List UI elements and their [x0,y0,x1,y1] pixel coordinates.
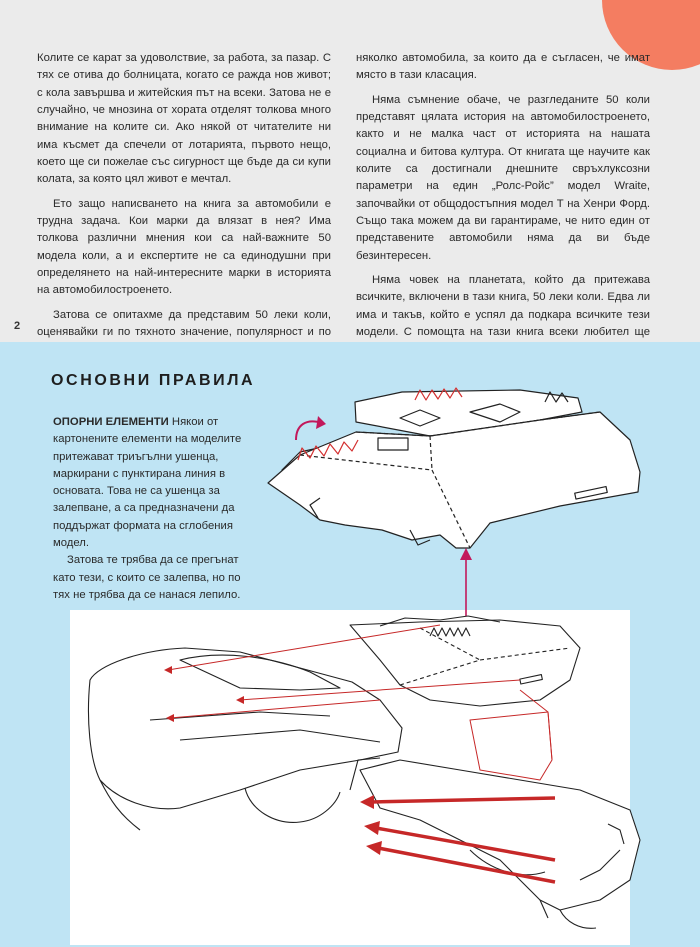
rule-paragraph: Някои от картонените елементи на моделите притежават триъгълни ушенца, маркирани с пунктирана линия в основата. Това не са ушенца за залепване, а са предназначени да поддържат формата на сглобения модел. [53,416,242,550]
intro-paragraph: няколко автомобила, за които да е съгласен, че имат място в тази класация. [356,52,650,82]
intro-paragraph: Колите се карат за удоволствие, за работа, за пазар. С тях се отива до болницата, когато се ражда нов живот; с кола завършва и житейския път на всеки. Затова не е случайно, че мнозина от хората отделят толкова много внимание на колите си. Ако някой от читателите ни има късмет да спечели от лотарията, първото нещо, което ще си пожелае със сигурност ще бъде да си купи колата, за която цял живот е мечтал. [37,52,331,186]
paper-roof-part [268,388,640,548]
intro-paragraph: Затова се опитахме да представим 50 леки коли, оценявайки ги по тяхното значение, популярност и по [37,308,331,339]
section-title: ОСНОВНИ ПРАВИЛА [51,372,256,389]
car-model-drawing [88,616,640,928]
curved-fold-arrow-icon [296,416,326,440]
page-number: 2 [14,320,21,332]
assembly-arrow-icon [460,548,472,616]
intro-paragraph: Няма съмнение обаче, че разгледаните 50 коли представят цялата история на автомобилостроенето, както и не малка част от историята на нашата социална и битова култура. От книгата ще научите как колите са достигнали днешните свръхлуксозни параметри на един „Ролс-Ройс” модел Wraite, започвайки от общодостъпния модел Т на Хенри Форд. Също така можем да ви гарантираме, че нито един от представените автомобили няма да ви бъде безинтересен. [356,93,650,262]
intro-paragraph: Ето защо написването на книга за автомобили е трудна задача. Кои марки да влязат в нея? Има толкова различни мнения кои са най-важните 50 модела коли, а и експертите не са единодушни при определянето на най-интересните марки в историята на автомобилостроенето. [37,197,331,297]
rule-heading: ОПОРНИ ЕЛЕМЕНТИ [53,416,169,428]
rule-paragraph: Затова те трябва да се прегънат като тези, с които се залепва, но по тях не трябва да се нанася лепило. [53,554,241,601]
intro-paragraph: Няма човек на планетата, който да притежава всичките, включени в тази книга, 50 леки коли. Едва ли има и такъв, който е успял да подкара всичките тези модели. С помощта на тази книга всеки любител ще [356,274,650,339]
